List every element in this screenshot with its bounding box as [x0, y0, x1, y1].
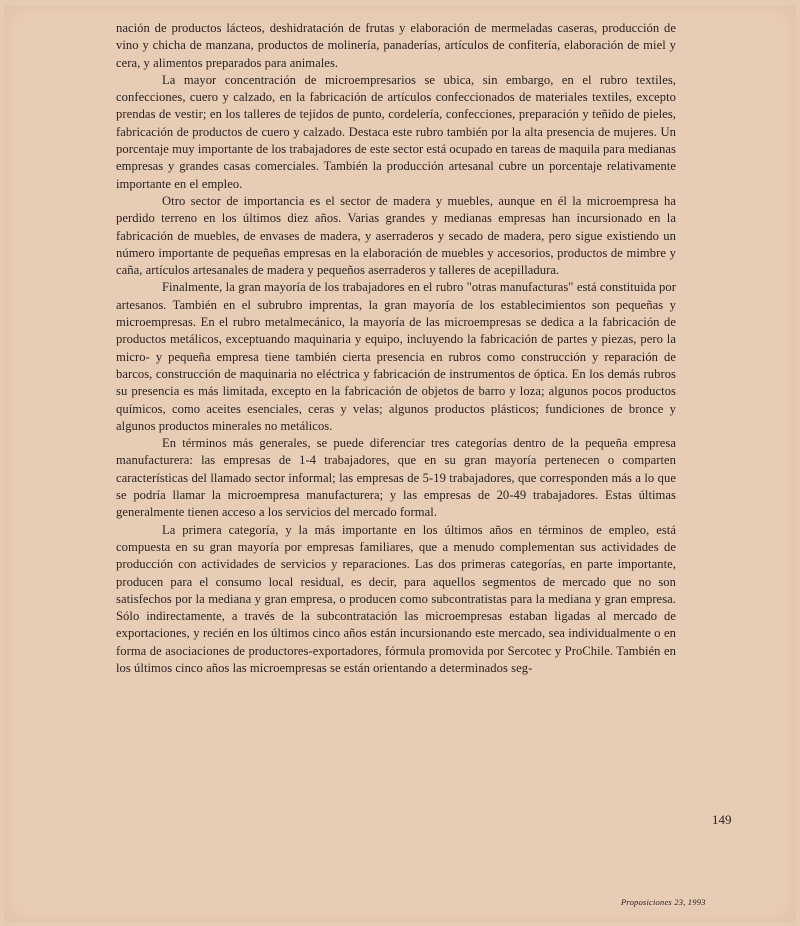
- paragraph-4: Finalmente, la gran mayoría de los trabajadores en el rubro "otras manufacturas" está constituida por artesanos. También en el subrubro imprentas, la gran mayoría de los establecimientos son pequeñas y microempresas. En el rubro metalmecánico, la mayoría de las microempresas se dedica a la fabricación de productos metálicos, exceptuando maquinaria y equipo, incluyendo la fabricación de partes y piezas, pero la micro- y pequeña empresa tiene también cierta presencia en rubros como construcción y reparación de barcos, construcción de maquinaria no eléctrica y fabricación de instrumentos de óptica. En los demás rubros su presencia es más limitada, excepto en la fabricación de objetos de barro y loza; algunos pocos productos químicos, como aceites esenciales, ceras y velas; algunos productos plásticos; fundiciones de bronce y algunos productos minerales no metálicos.: [116, 280, 676, 433]
- paragraph-1: nación de productos lácteos, deshidratación de frutas y elaboración de mermeladas caseras, producción de vino y chicha de manzana, productos de molinería, panaderías, artículos de confitería, elaboración de miel y cera, y alimentos preparados para animales.: [116, 21, 676, 70]
- paragraph-5: En términos más generales, se puede diferenciar tres categorías dentro de la pequeña empresa manufacturera: las empresas de 1-4 trabajadores, que en su gran mayoría pertenecen o comparten características del llamado sector informal; las empresas de 5-19 trabajadores, que corresponden más a lo que se podría llamar la microempresa manufacturera; y las empresas de 20-49 trabajadores. Estas últimas generalmente tienen acceso a los servicios del mercado formal.: [116, 436, 676, 520]
- page-number: 149: [712, 812, 732, 827]
- paragraph-2: La mayor concentración de microempresarios se ubica, sin embargo, en el rubro textiles, confecciones, cuero y calzado, en la fabricación de artículos confeccionados de materiales textiles, excepto prendas de vestir; en los talleres de tejidos de punto, cordelería, confecciones, preparación y teñido de pieles, fabricación de productos de cuero y calzado. Destaca este rubro también por la alta presencia de mujeres. Un porcentaje muy importante de los trabajadores de este sector está ocupado en tareas de maquila para medianas empresas y grandes casas comerciales. También la producción artesanal cubre un porcentaje relativamente importante en el empleo.: [116, 72, 676, 191]
- running-footer: Proposiciones 23, 1993: [621, 897, 706, 907]
- paragraph-6: La primera categoría, y la más importante en los últimos años en términos de empleo, está compuesta en su gran mayoría por empresas familiares, que a menudo complementan sus actividades de producción con actividades de servicios y reparaciones. Las dos primeras categorías, en parte importante, producen para el consumo local residual, es decir, para aquellos segmentos de mercado que no son satisfechos por la mediana y gran empresa, o producen como subcontratistas para la mediana y gran empresa. Sólo indirectamente, a través de la subcontratación las microempresas estaban ligadas al mercado de exportaciones, y recién en los últimos cinco años están incursionando este mercado, sea individualmente o en forma de asociaciones de productores-exportadores, fórmula promovida por Sercotec y ProChile. También en los últimos cinco años las microempresas se están orientando a determinados seg-: [116, 522, 676, 675]
- body-text: [116, 20, 676, 677]
- paragraph-3: Otro sector de importancia es el sector de madera y muebles, aunque en él la microempresa ha perdido terreno en los últimos diez años. Varias grandes y medianas empresas han incursionado en la fabricación de muebles, de envases de madera, y aserraderos y secado de madera, pero sigue existiendo un número importante de pequeñas empresas en la elaboración de muebles y accesorios, productos de mimbre y caña, artículos artesanales de madera y pequeños aserraderos y talleres de acepilladura.: [116, 193, 676, 278]
- document-page: [4, 6, 796, 922]
